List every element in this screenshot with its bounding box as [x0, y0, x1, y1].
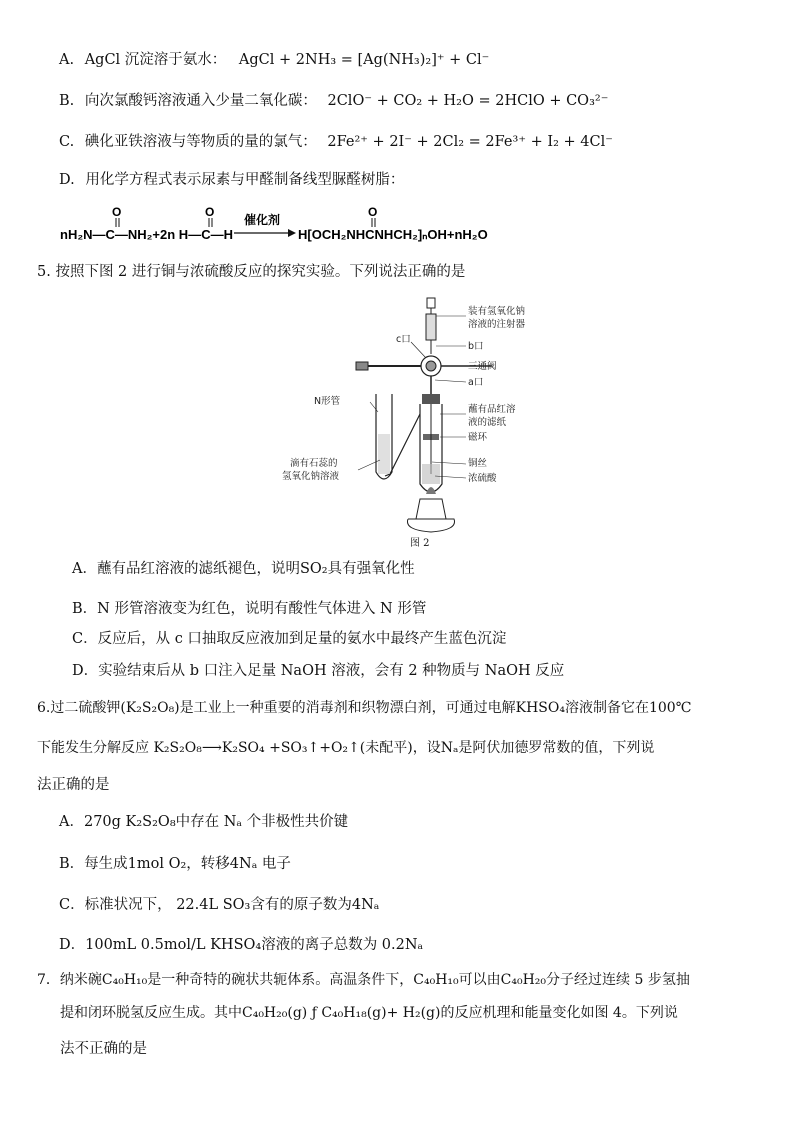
- reaction-equation: [60, 202, 520, 244]
- label-wire: 铜丝: [468, 458, 488, 469]
- q6-option-b: B．每生成1mol O₂，转移4Nₐ 电子: [59, 856, 291, 872]
- label-naoh-2: 氢氧化钠溶液: [282, 471, 340, 482]
- q4-option-d: D. 用化学方程式表示尿素与甲醛制备线型脲醛树脂：: [59, 172, 405, 188]
- q6-option-c: C．标准状况下， 22.4L SO₃含有的原子数为4Nₐ: [59, 897, 380, 913]
- reaction-oxygen-2: O: [205, 205, 215, 219]
- q6-stem-1: 6.过二硫酸钾(K₂S₂O₈)是工业上一种重要的消毒剂和织物漂白剂，可通过电解KHSO₄溶液制备它在100℃: [37, 700, 692, 716]
- label-syringe-2: 溶液的注射器: [468, 319, 526, 330]
- q4-option-c: C. 碘化亚铁溶液与等物质的量的氯气： 2Fe²⁺ + 2I⁻ + 2Cl₂ = 2Fe³⁺ + I₂ + 4Cl⁻: [59, 134, 613, 150]
- q4-option-a: A. AgCl 沉淀溶于氨水： AgCl + 2NH₃ = [Ag(NH₃)₂]⁺ + Cl⁻: [59, 52, 490, 68]
- reaction-oxygen-3: O: [368, 205, 378, 219]
- label-n-tube: N形管: [314, 396, 341, 407]
- label-magnet: 磁环: [468, 432, 488, 443]
- q7-stem-3: 法不正确的是: [60, 1041, 147, 1057]
- label-acid: 浓硫酸: [468, 473, 497, 484]
- q6-option-a: A．270g K₂S₂O₈中存在 Nₐ 个非极性共价键: [59, 814, 349, 830]
- label-naoh-1: 滴有石蕊的: [290, 458, 338, 469]
- q4-option-b: B. 向次氯酸钙溶液通入少量二氧化碳： 2ClO⁻ + CO₂ + H₂O = 2HClO + CO₃²⁻: [59, 93, 609, 109]
- q5-stem: 5. 按照下图 2 进行铜与浓硫酸反应的探究实验。下列说法正确的是: [37, 264, 466, 280]
- q7-stem-1: 7．纳米碗C₄₀H₁₀是一种奇特的碗状共轭体系。高温条件下，C₄₀H₁₀可以由C₄₀H₂₀分子经过连续 5 步氢抽: [37, 972, 690, 988]
- q5-option-b: B．N 形管溶液变为红色，说明有酸性气体进入 N 形管: [72, 601, 427, 617]
- q5-option-a: A．蘸有品红溶液的滤纸褪色，说明SO₂具有强氧化性: [72, 561, 415, 577]
- reaction-oxygen-1: O: [112, 205, 122, 219]
- figure-caption: 图 2: [410, 538, 430, 549]
- label-c-port: c口: [396, 334, 411, 345]
- label-b-port: b口: [468, 341, 484, 352]
- q5-option-d: D．实验结束后从 b 口注入足量 NaOH 溶液，会有 2 种物质与 NaOH 反应: [72, 663, 565, 679]
- reaction-right: H[OCH₂NHCNHCH₂]ₙOH+nH₂O: [298, 227, 488, 242]
- q5-option-c: C．反应后，从 c 口抽取反应液加到足量的氨水中最终产生蓝色沉淀: [72, 631, 507, 647]
- q6-stem-3: 法正确的是: [37, 777, 110, 793]
- label-valve: 三通阀: [468, 361, 497, 372]
- q7-stem-2: 提和闭环脱氢反应生成。其中C₄₀H₂₀(g) ƒ C₄₀H₁₈(g)+ H₂(g)的反应机理和能量变化如图 4。下列说: [60, 1005, 678, 1021]
- reaction-catalyst: 催化剂: [244, 213, 281, 227]
- label-filter-1: 蘸有品红溶: [468, 404, 516, 415]
- reaction-left: nH₂N—C—NH₂+2n H—C—H: [60, 227, 233, 242]
- label-a-port: a口: [468, 377, 484, 388]
- q6-option-d: D．100mL 0.5mol/L KHSO₄溶液的离子总数为 0.2Nₐ: [59, 937, 424, 953]
- label-syringe-1: 装有氢氧化钠: [468, 306, 526, 317]
- q6-stem-2: 下能发生分解反应 K₂S₂O₈⟶K₂SO₄ +SO₃↑+O₂↑(未配平)，设Nₐ是阿伏加德罗常数的值，下列说: [37, 740, 655, 756]
- figure-2-apparatus: [280, 294, 540, 544]
- label-filter-2: 液的滤纸: [468, 417, 507, 428]
